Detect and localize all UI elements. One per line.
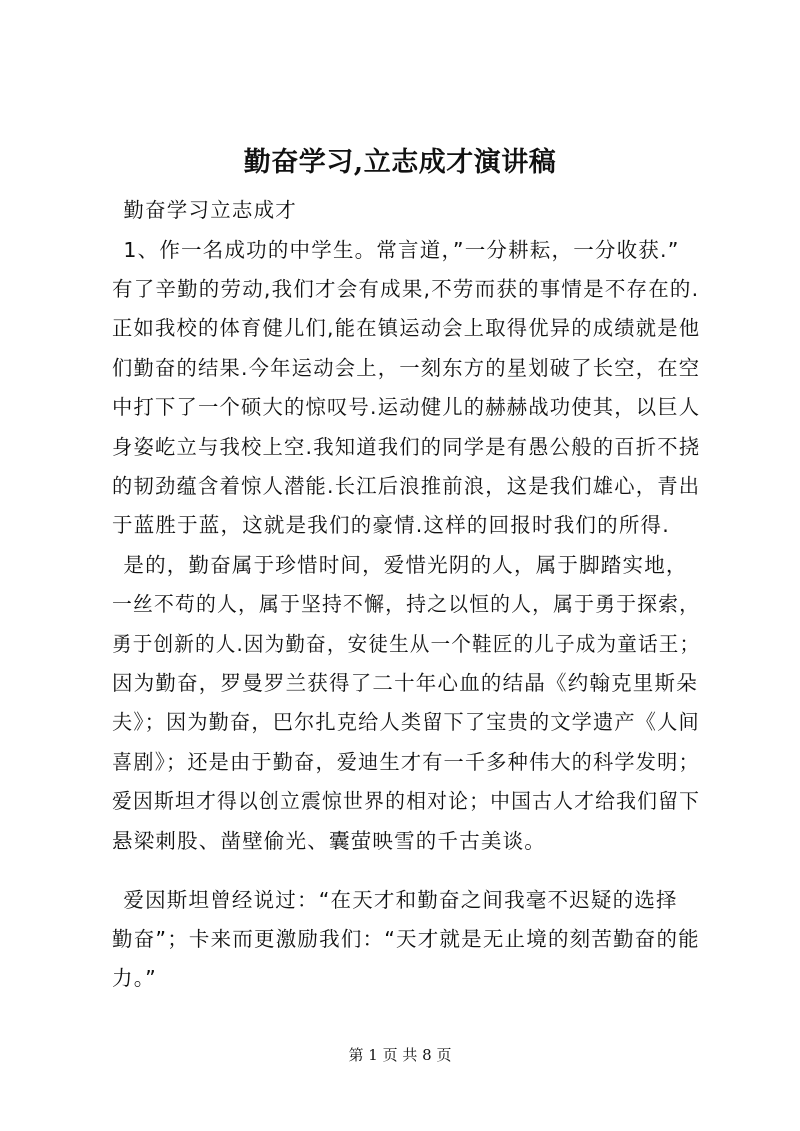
text-line: 1、作一名成功的中学生。常言道，”一分耕耘，一分收获.” <box>80 238 680 262</box>
text-line: 因为勤奋，罗曼罗兰获得了二十年心血的结晶《约翰克里斯朵 <box>112 671 698 695</box>
text-line: 勤奋”；卡来而更激励我们：“天才就是无止境的刻苦勤奋的能 <box>112 927 700 951</box>
text-line: 勤奋学习立志成才 <box>80 198 297 222</box>
text-line: 爱因斯坦曾经说过：“在天才和勤奋之间我毫不迟疑的选择 <box>80 888 678 912</box>
text-line: 爱因斯坦才得以创立震惊世界的相对论；中国古人才给我们留下 <box>112 789 701 813</box>
text-line: 夫》；因为勤奋，巴尔扎克给人类留下了宝贵的文学遗产《人间 <box>112 710 700 734</box>
page-footer: 第 1 页 共 8 页 <box>348 1046 452 1064</box>
text-line: 们勤奋的结果.今年运动会上，一刻东方的星划破了长空，在空 <box>112 356 701 380</box>
text-line: 有了辛勤的劳动,我们才会有成果,不劳而获的事情是不存在的. <box>112 277 700 301</box>
text-line: 悬梁刺股、凿壁偷光、囊萤映雪的千古美谈。 <box>112 829 546 853</box>
text-line: 的韧劲蕴含着惊人潜能.长江后浪推前浪，这是我们雄心，青出 <box>112 474 701 498</box>
text-line: 中打下了一个硕大的惊叹号.运动健儿的赫赫战功使其，以巨人 <box>112 395 701 419</box>
text-line: 身姿屹立与我校上空.我知道我们的同学是有愚公般的百折不挠 <box>112 435 701 459</box>
text-line: 勇于创新的人.因为勤奋，安徒生从一个鞋匠的儿子成为童话王； <box>112 632 701 656</box>
document-title: 勤奋学习,立志成才演讲稿 <box>243 147 557 178</box>
text-line: 正如我校的体育健儿们,能在镇运动会上取得优异的成绩就是他 <box>112 316 701 340</box>
text-line: 是的，勤奋属于珍惜时间，爱惜光阴的人，属于脚踏实地， <box>80 553 688 577</box>
text-line: 于蓝胜于蓝，这就是我们的豪情.这样的回报时我们的所得. <box>112 513 670 537</box>
text-line: 力。” <box>112 966 157 990</box>
text-line: 喜剧》；还是由于勤奋，爱迪生才有一千多种伟大的科学发明； <box>112 750 700 774</box>
text-line: 一丝不苟的人，属于坚持不懈，持之以恒的人，属于勇于探索， <box>112 592 701 616</box>
